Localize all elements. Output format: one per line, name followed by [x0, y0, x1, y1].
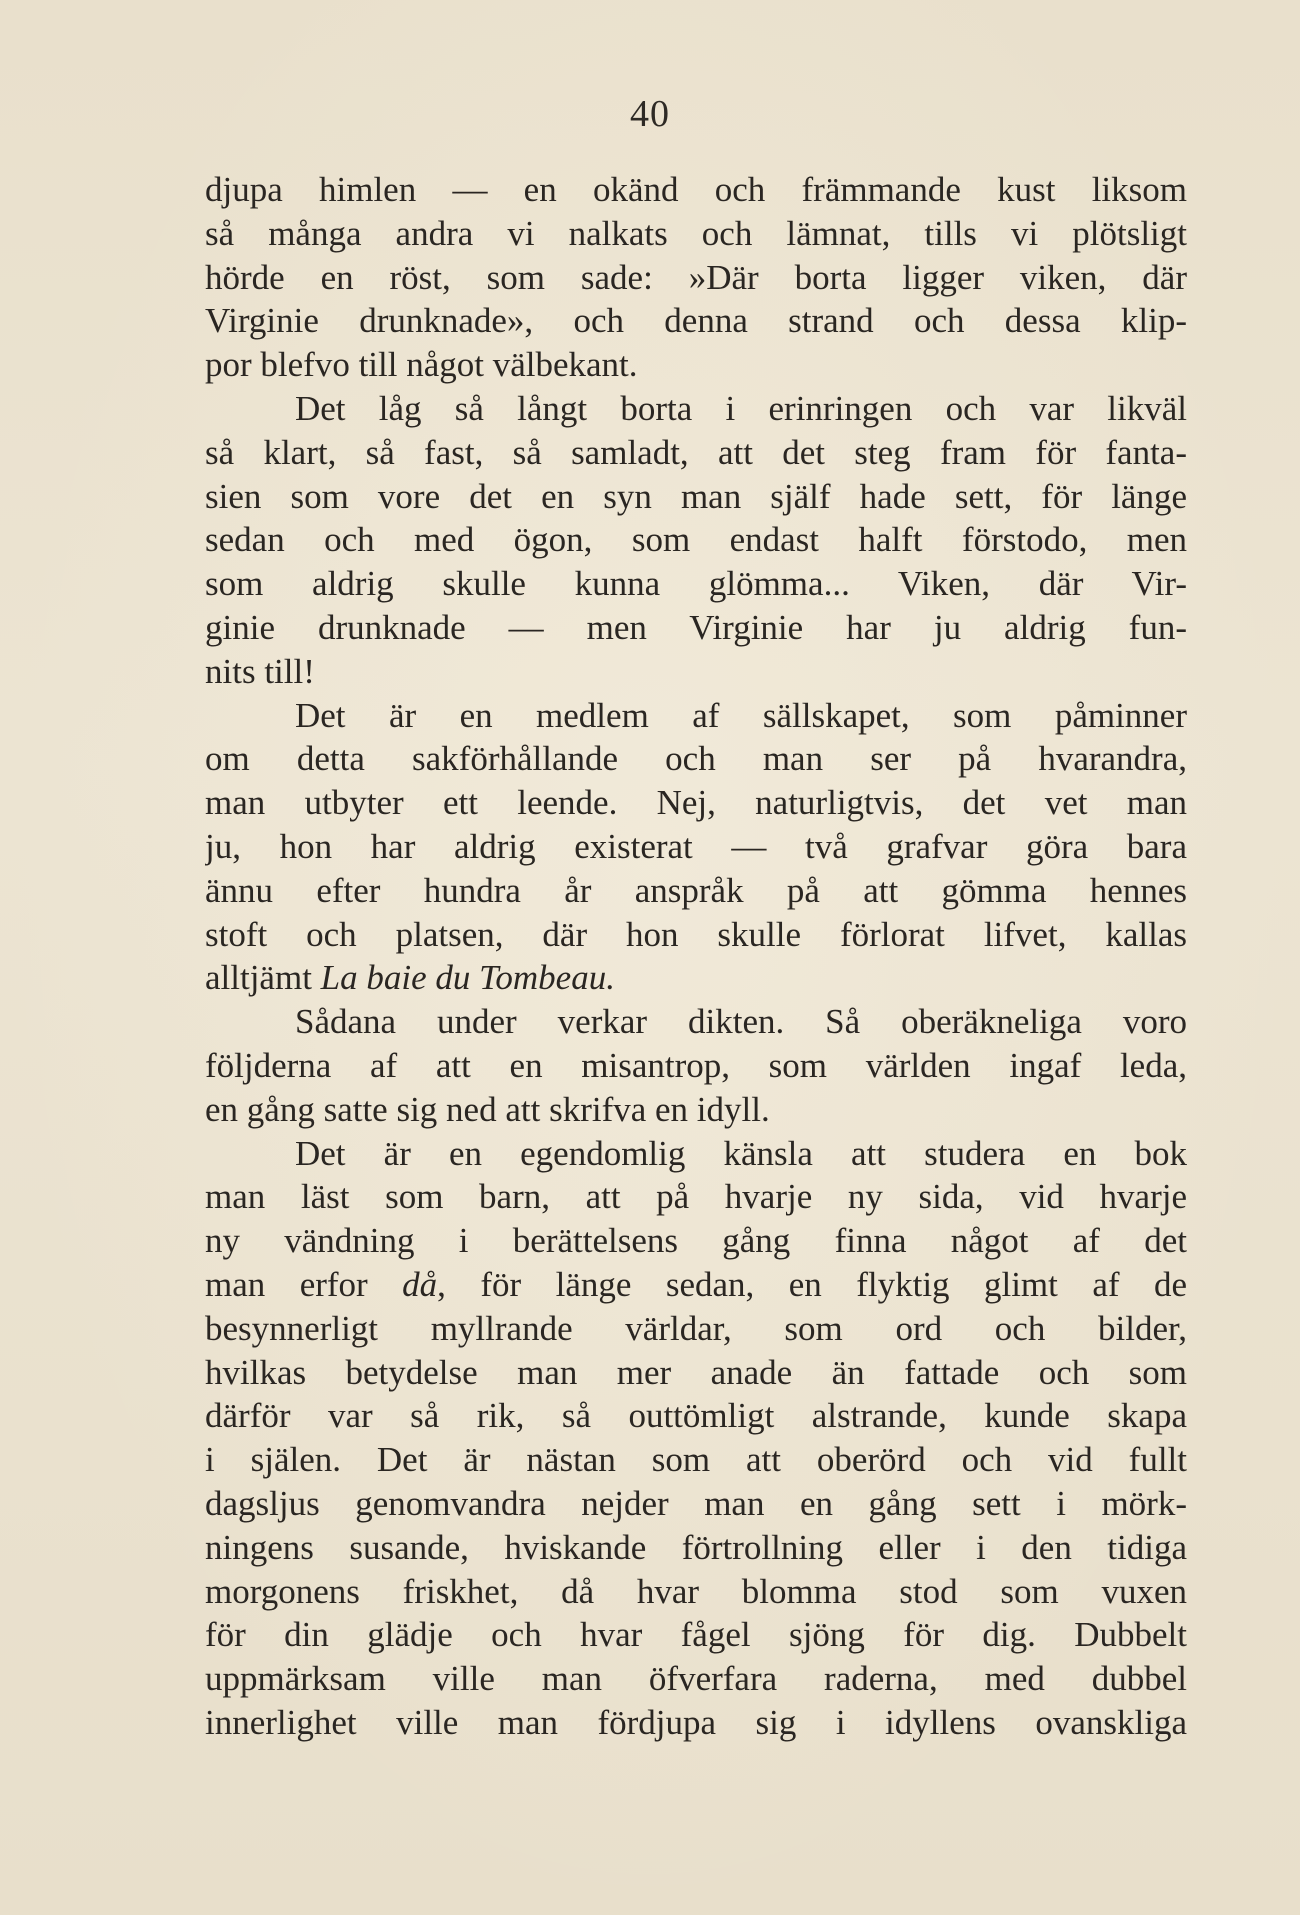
text-line: ningens susande, hviskande förtrollning eller i den tidiga: [205, 1527, 1187, 1567]
page-number: 40: [630, 93, 670, 135]
text-line: sien som vore det en syn man själf hade sett, för länge: [205, 476, 1187, 516]
text-line: om detta sakförhållande och man ser på hvarandra,: [205, 739, 1187, 779]
italic-word: då: [402, 1264, 438, 1304]
text-line: man utbyter ett leende. Nej, naturligtvis, det vet man: [205, 783, 1187, 823]
paragraph-first-line: Sådana under verkar dikten. Så oberäkneliga voro: [295, 1002, 1187, 1042]
text-line: ju, hon har aldrig existerat — två grafvar göra bara: [205, 826, 1187, 866]
text-line: por blefvo till något välbekant.: [205, 345, 638, 385]
paragraph-first-line: Det är en egendomlig känsla att studera en bok: [295, 1133, 1187, 1173]
text-line: [205, 956, 1187, 1000]
text-line: för din glädje och hvar fågel sjöng för dig. Dubbelt: [205, 1615, 1187, 1655]
text-line: innerlighet ville man fördjupa sig i idyllens ovanskliga: [205, 1702, 1187, 1742]
text-line: ny vändning i berättelsens gång finna något af det: [205, 1221, 1187, 1261]
paragraph-first-line: Det är en medlem af sällskapet, som påminner: [295, 695, 1187, 735]
italic-title: La baie du Tombeau.: [320, 958, 615, 998]
text-line: följderna af att en misantrop, som världen ingaf leda,: [205, 1045, 1187, 1085]
text-line: så många andra vi nalkats och lämnat, tills vi plötsligt: [205, 213, 1187, 253]
text-segment: man erfor: [205, 1264, 403, 1304]
body-text: [205, 168, 1187, 1745]
text-line: besynnerligt myllrande världar, som ord och bilder,: [205, 1308, 1187, 1348]
text-line: dagsljus genomvandra nejder man en gång sett i mörk-: [205, 1483, 1187, 1523]
text-line: hörde en röst, som sade: »Där borta ligger viken, där: [205, 257, 1187, 297]
paragraph-first-line: Det låg så långt borta i erinringen och var likväl: [295, 388, 1187, 428]
text-line: man läst som barn, att på hvarje ny sida, vid hvarje: [205, 1177, 1187, 1217]
text-line: Virginie drunknade», och denna strand och dessa klip-: [205, 301, 1187, 341]
text-line: i själen. Det är nästan som att oberörd och vid fullt: [205, 1440, 1187, 1480]
text-line: så klart, så fast, så samladt, att det steg fram för fanta-: [205, 432, 1187, 472]
text-line: djupa himlen — en okänd och främmande kust liksom: [205, 170, 1187, 209]
text-line: nits till!: [205, 651, 315, 691]
text-line: därför var så rik, så outtömligt alstrande, kunde skapa: [205, 1396, 1187, 1436]
text-line: ännu efter hundra år anspråk på att gömma hennes: [205, 870, 1187, 910]
text-segment: , för länge sedan, en flyktig glimt af de: [437, 1264, 1187, 1304]
text-line: som aldrig skulle kunna glömma... Viken, där Vir-: [205, 564, 1187, 604]
text-line: morgonens friskhet, då hvar blomma stod som vuxen: [205, 1571, 1187, 1611]
text-line: uppmärksam ville man öfverfara raderna, med dubbel: [205, 1659, 1187, 1699]
text-line: hvilkas betydelse man mer anade än fattade och som: [205, 1352, 1187, 1392]
text-line: stoft och platsen, där hon skulle förlorat lifvet, kallas: [205, 914, 1187, 954]
text-line: sedan och med ögon, som endast halft förstodo, men: [205, 520, 1187, 560]
text-line: en gång satte sig ned att skrifva en idyll.: [205, 1089, 770, 1129]
text-line: [205, 1263, 1187, 1307]
text-segment: alltjämt: [205, 958, 321, 998]
text-line: ginie drunknade — men Virginie har ju aldrig fun-: [205, 607, 1187, 647]
